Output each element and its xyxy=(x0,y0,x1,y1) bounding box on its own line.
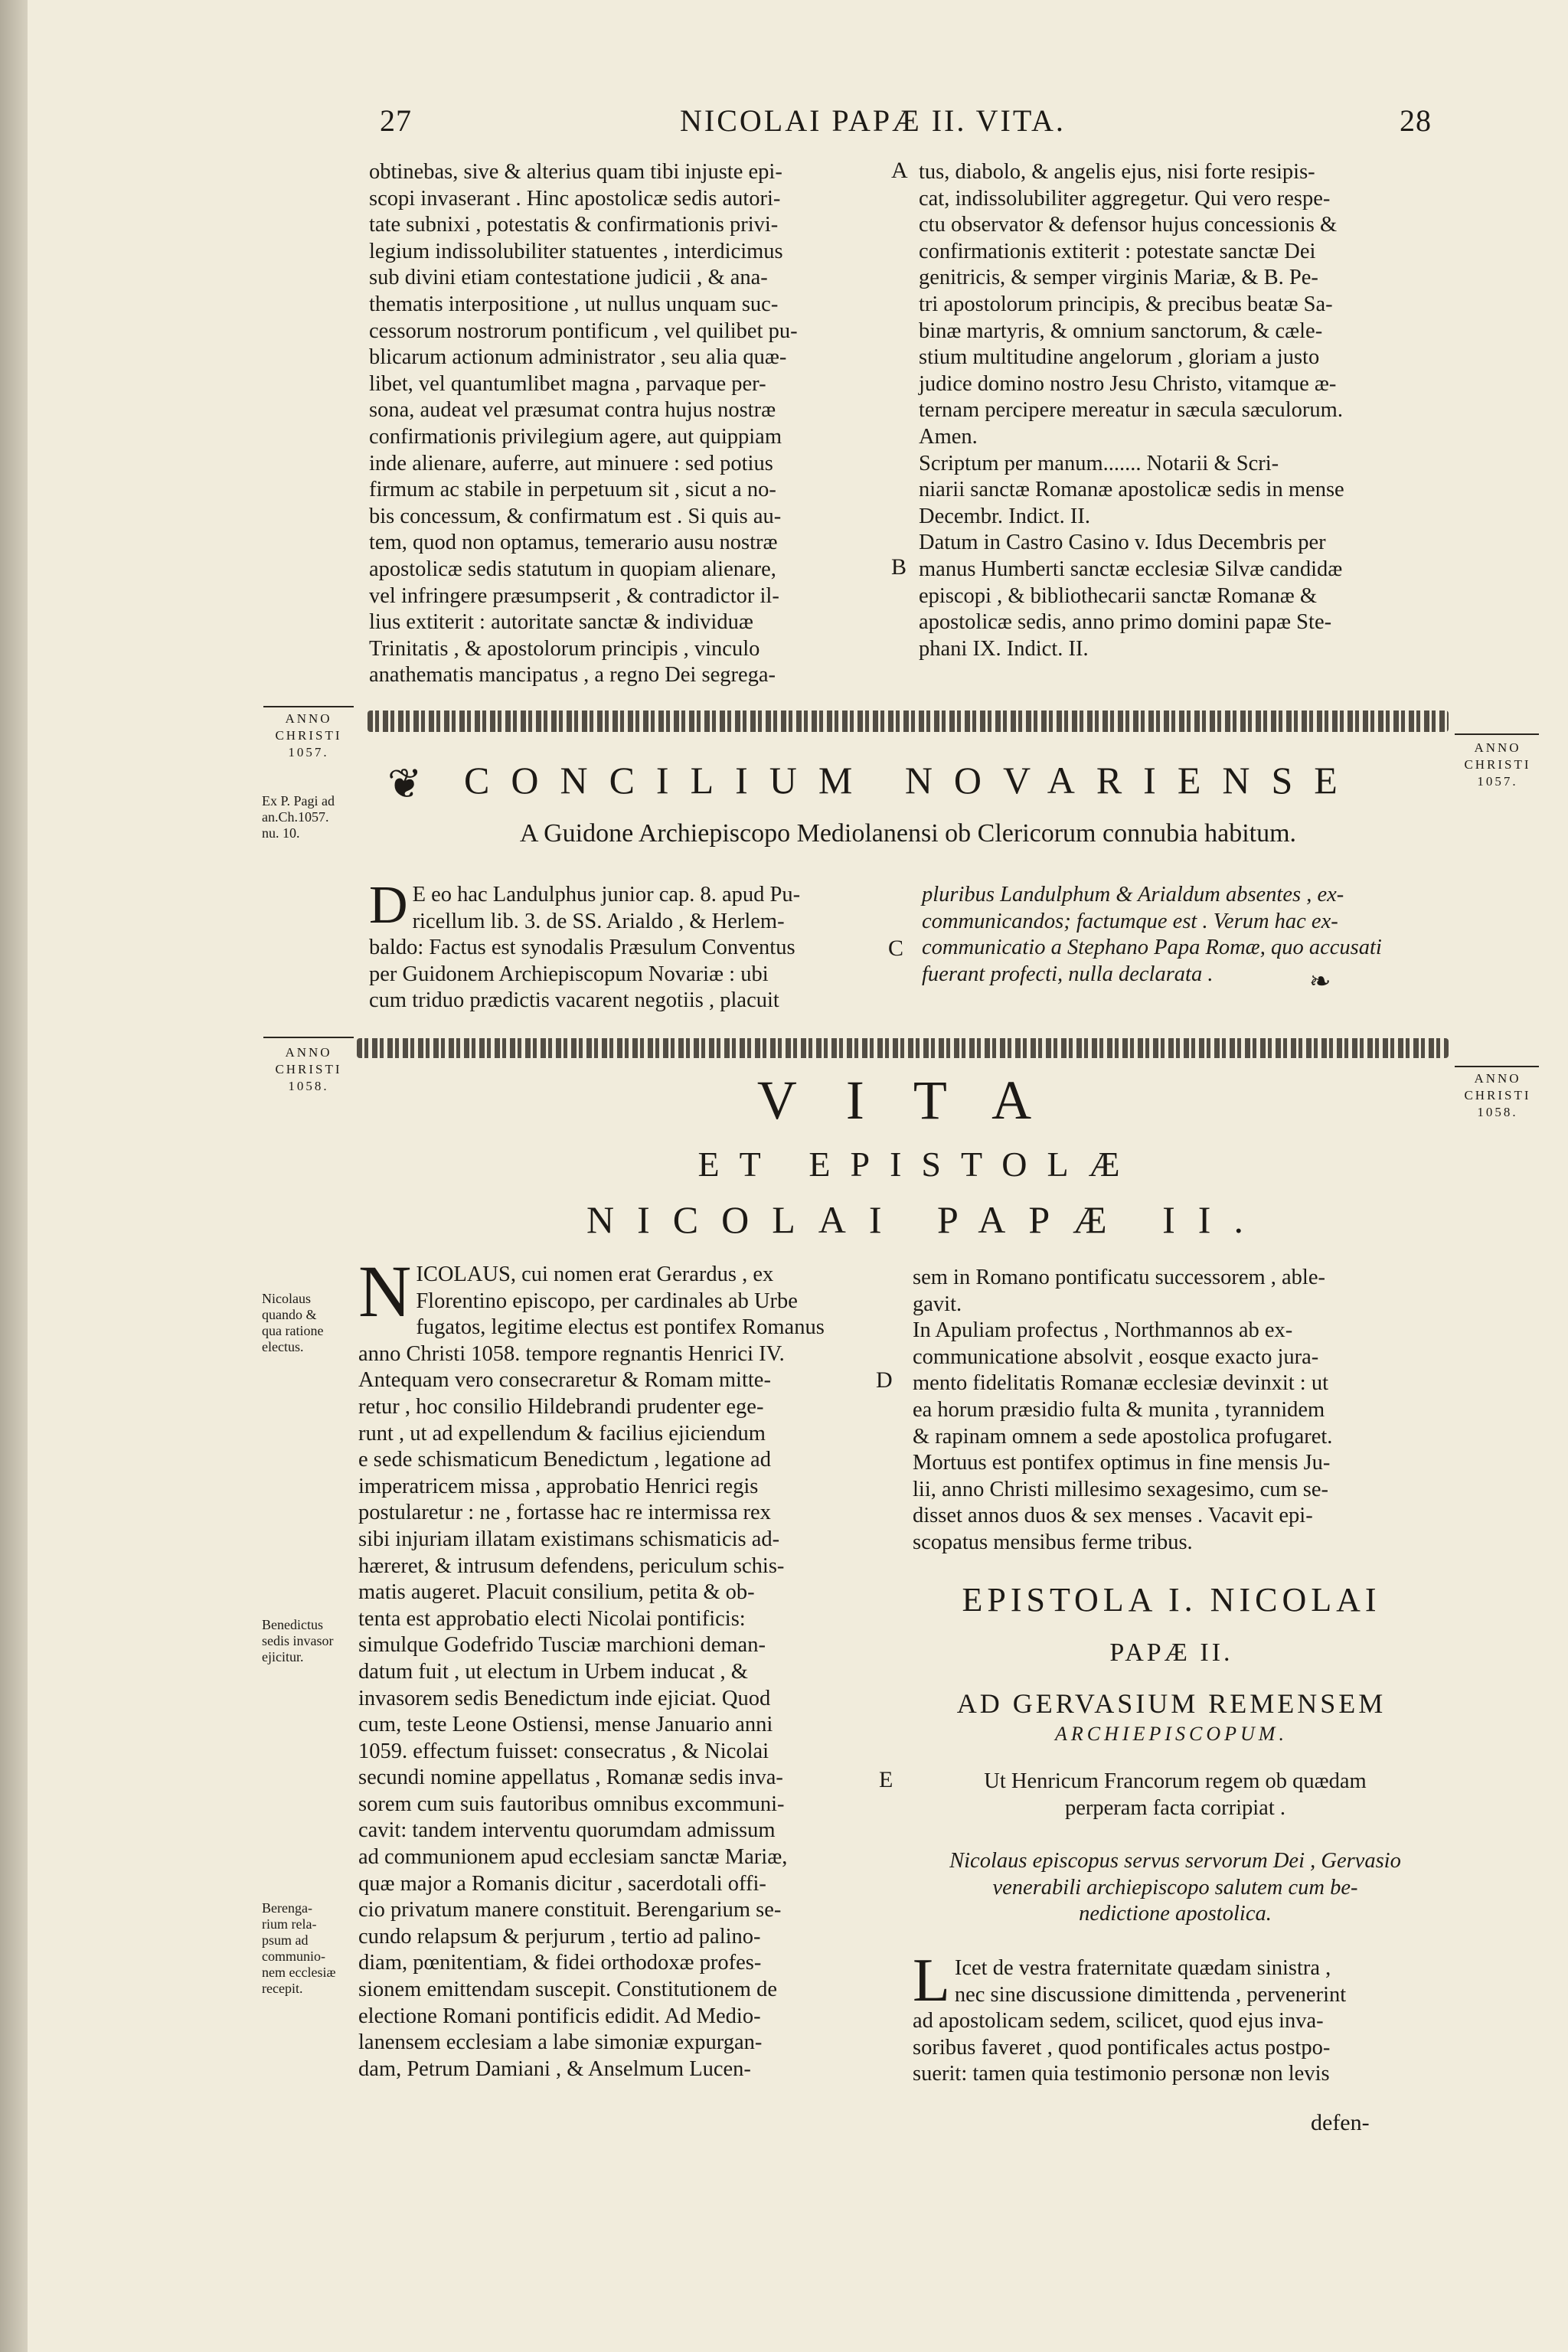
top-left-column xyxy=(369,159,890,689)
text-line: Florentino episcopo, per cardinales ab Urbe xyxy=(416,1289,798,1313)
text-line: perperam facta corripiat . xyxy=(1065,1795,1285,1820)
text-line: Amen. xyxy=(919,424,978,449)
text-line: tenta est approbatio electi Nicolai pontificis: xyxy=(358,1606,746,1631)
vita-left-column xyxy=(358,1250,876,2082)
text-line: postularetur : ne , fortasse hac re intermissa rex xyxy=(358,1501,771,1525)
text-line: pluribus Landulphum & Arialdum absentes , ex- xyxy=(922,883,1344,906)
text-line: confirmationis privilegium agere, aut quippiam xyxy=(369,424,782,449)
text-line: fugatos, legitime electus est pontifex Romanus xyxy=(416,1315,825,1340)
text-line: Icet de vestra fraternitate quædam sinistra , xyxy=(954,1956,1331,1980)
margin-marker-a: A xyxy=(891,158,908,183)
text-line: tate subnixi , potestatis & confirmationis privi- xyxy=(369,213,779,237)
year-label: 1057. xyxy=(288,745,329,760)
fleuron-end-icon: ❧ xyxy=(1309,968,1331,996)
epistola-summary xyxy=(911,1769,1439,1821)
text-line: judice domino nostro Jesu Christo, vitamque æ- xyxy=(919,371,1337,396)
text-line: Nicolaus episcopus servus servorum Dei , Gervasio xyxy=(949,1849,1401,1873)
christi-label: CHRISTI xyxy=(275,728,342,743)
anno-christi-1057-left xyxy=(260,710,357,761)
epistola-addressee: AD GERVASIUM REMENSEM xyxy=(956,1688,1387,1719)
year-label: 1058. xyxy=(288,1079,329,1093)
text-line: e sede schismaticum Benedictum , legatione ad xyxy=(358,1448,771,1472)
text-line: lanensem ecclesiam a labe simoniæ expurgan- xyxy=(358,2030,763,2055)
margin-marker-e: E xyxy=(879,1767,893,1792)
concilium-title: CONCILIUM NOVARIENSE xyxy=(464,759,1359,802)
text-line: Mortuus est pontifex optimus in fine mensis Ju- xyxy=(913,1451,1331,1475)
epistola-subtitle: PAPÆ II. xyxy=(1109,1638,1233,1667)
text-line: cum triduo prædictis vacarent negotiis , placuit xyxy=(369,988,779,1013)
text-line: sionem emittendam suscepit. Constitutionem de xyxy=(358,1978,777,2002)
text-line: manus Humberti sanctæ ecclesiæ Silvæ candidæ xyxy=(919,557,1343,581)
text-line: imperatricem missa , approbatio Henrici regis xyxy=(358,1474,759,1498)
text-line: Trinitatis , & apostolorum principis , vinculo xyxy=(369,636,760,661)
concilium-right-column xyxy=(922,882,1450,988)
sidenote-line: Nicolaus xyxy=(262,1291,311,1306)
text-line: mento fidelitatis Romanæ ecclesiæ devinxit : ut xyxy=(913,1371,1328,1396)
anno-label: ANNO xyxy=(285,711,332,726)
source-note-line: nu. 10. xyxy=(262,825,300,841)
text-line: electione Romani pontificis edidit. Ad Medio- xyxy=(358,2004,761,2028)
margin-marker-c: C xyxy=(888,936,904,961)
text-line: In Apuliam profectus , Northmannos ab ex- xyxy=(913,1318,1293,1343)
text-line: obtinebas, sive & alterius quam tibi injuste epi- xyxy=(369,160,782,184)
text-line: hæreret, & intrusum defendens, periculum schis- xyxy=(358,1553,785,1578)
epistola-addressee-title: ARCHIEPISCOPUM. xyxy=(1055,1723,1288,1745)
christi-label: CHRISTI xyxy=(1464,757,1531,772)
text-line: cat, indissolubiliter aggregetur. Qui vero respe- xyxy=(919,186,1331,211)
concilium-subtitle: A Guidone Archiepiscopo Mediolanensi ob Clericorum connubia habitum. xyxy=(519,819,1297,848)
text-line: Ut Henricum Francorum regem ob quædam xyxy=(984,1769,1367,1793)
anno-christi-1057-right xyxy=(1450,740,1545,790)
sidenote-line: quando & xyxy=(262,1307,317,1322)
anno-label: ANNO xyxy=(1474,740,1521,755)
text-line: anno Christi 1058. tempore regnantis Henrici IV. xyxy=(358,1341,785,1366)
text-line: retur , hoc consilio Hildebrandi prudenter ege- xyxy=(358,1394,764,1419)
text-line: ternam percipere mereatur in sæcula sæculorum. xyxy=(919,398,1343,423)
text-line: libet, vel quantumlibet magna , parvaque per- xyxy=(369,371,766,396)
sidenote-line: qua ratione xyxy=(262,1323,324,1338)
text-line: tem, quod non optamus, temerario ausu nostræ xyxy=(369,531,778,555)
running-title: NICOLAI PAPÆ II. VITA. xyxy=(680,103,1066,138)
text-line: lii, anno Christi millesimo sexagesimo, cum se- xyxy=(913,1477,1329,1501)
text-line: apostolicæ sedis, anno primo domini papæ Ste- xyxy=(919,610,1332,635)
top-right-column xyxy=(919,159,1447,662)
text-line: Antequam vero consecraretur & Romam mitte- xyxy=(358,1368,771,1393)
margin-marker-b: B xyxy=(891,554,907,580)
text-line: communicatione absolvit , eosque exacto jura- xyxy=(913,1344,1319,1369)
sidenote-line: psum ad xyxy=(262,1932,309,1948)
text-line: communicandos; factumque est . Verum hac ex- xyxy=(922,909,1338,933)
text-line: cundo relapsum & perjurum , tertio ad palino- xyxy=(358,1924,761,1949)
text-line: Datum in Castro Casino v. Idus Decembris per xyxy=(919,531,1326,555)
sidenote-line: ejicitur. xyxy=(262,1649,304,1664)
epistola-salutation xyxy=(911,1848,1439,1928)
text-line: nedictione apostolica. xyxy=(1079,1902,1272,1926)
text-line: tus, diabolo, & angelis ejus, nisi forte resipis- xyxy=(919,160,1315,184)
text-line: sona, audeat vel præsumat contra hujus nostræ xyxy=(369,398,776,423)
christi-label: CHRISTI xyxy=(1464,1088,1531,1102)
book-gutter xyxy=(0,0,28,2352)
text-line: 1059. effectum fuisset: consecratus , & Nicolai xyxy=(358,1739,769,1763)
text-line: nec sine discussione dimittenda , pervenerint xyxy=(954,1982,1347,2007)
sidenote-benedictus xyxy=(262,1617,361,1665)
vita-subtitle: ET EPISTOLÆ xyxy=(697,1145,1140,1184)
christi-label: CHRISTI xyxy=(275,1062,342,1076)
text-line: vel infringere præsumpserit , & contradictor il- xyxy=(369,583,779,608)
text-line: E eo hac Landulphus junior cap. 8. apud Pu- xyxy=(412,883,801,906)
sidenote-line: Berenga- xyxy=(262,1900,312,1916)
text-line: ricellum lib. 3. de SS. Arialdo , & Herlem- xyxy=(412,909,785,933)
epistola-title: EPISTOLA I. NICOLAI xyxy=(962,1581,1381,1619)
sidenote-line: rium rela- xyxy=(262,1916,317,1932)
left-page-number: 27 xyxy=(380,103,412,138)
text-line: dam, Petrum Damiani , & Anselmum Lucen- xyxy=(358,2056,751,2081)
sidenote-line: recepit. xyxy=(262,1981,303,1996)
text-line: venerabili archiepiscopo salutem cum be- xyxy=(992,1875,1358,1900)
concilium-left-column xyxy=(369,876,890,1014)
text-line: cum, teste Leone Ostiensi, mense Januario anni xyxy=(358,1713,773,1737)
anno-christi-1058-right xyxy=(1450,1070,1545,1121)
anno-rule-left-1 xyxy=(263,706,354,707)
text-line: tri apostolorum principis, & precibus beatæ Sa- xyxy=(919,292,1333,316)
drop-cap-d: D xyxy=(369,876,408,935)
text-line: blicarum actionum administrator , seu alia quæ- xyxy=(369,345,787,370)
text-line: confirmationis extiterit : potestate sanctæ Dei xyxy=(919,239,1316,263)
sidenote-election xyxy=(262,1291,361,1355)
sidenote-berengarius xyxy=(262,1900,361,1997)
text-line: fuerant profecti, nulla declarata . xyxy=(922,962,1214,986)
text-line: invasorem sedis Benedictum inde ejiciat. Quod xyxy=(358,1686,771,1710)
text-line: phani IX. Indict. II. xyxy=(919,636,1089,661)
text-line: runt , ut ad expellendum & facilius ejiciendum xyxy=(358,1421,766,1446)
text-line: binæ martyris, & omnium sanctorum, & cæle- xyxy=(919,318,1323,343)
text-line: quæ major a Romanis dicitur , sacerdotali offi- xyxy=(358,1871,766,1896)
text-line: episcopi , & bibliothecarii sanctæ Romanæ & xyxy=(919,583,1318,608)
text-line: anathematis mancipatus , a regno Dei segrega- xyxy=(369,663,776,688)
drop-cap-n: N xyxy=(358,1250,412,1332)
vita-title: VITA xyxy=(756,1070,1081,1131)
text-line: Decembr. Indict. II. xyxy=(919,504,1090,528)
anno-rule-left-2 xyxy=(263,1037,354,1038)
text-line: legium indissolubiliter statuentes , interdicimus xyxy=(369,239,783,263)
text-line: lius extiterit : autoritate sanctæ & individuæ xyxy=(369,610,753,635)
text-line: matis augeret. Placuit consilium, petita & ob- xyxy=(358,1580,755,1605)
text-line: simulque Godefrido Tusciæ marchioni deman- xyxy=(358,1633,766,1658)
text-line: suerit: tamen quia testimonio personæ non levis xyxy=(913,2062,1330,2086)
sidenote-line: electus. xyxy=(262,1339,304,1354)
text-line: & rapinam omnem a sede apostolica profugaret. xyxy=(913,1424,1333,1449)
text-line: Scriptum per manum....... Notarii & Scri- xyxy=(919,451,1279,475)
source-note-line: an.Ch.1057. xyxy=(262,809,329,825)
text-line: thematis interpositione , ut nullus unquam suc- xyxy=(369,292,779,316)
text-line: secundi nomine appellatus , Romanæ sedis inva- xyxy=(358,1766,783,1790)
drop-cap-l: L xyxy=(913,1947,950,2014)
text-line: ICOLAUS, cui nomen erat Gerardus , ex xyxy=(416,1263,774,1286)
anno-rule-right-2 xyxy=(1455,1066,1539,1067)
text-line: sibi injuriam illatam existimans schismaticis ad- xyxy=(358,1527,780,1551)
anno-rule-right-1 xyxy=(1455,733,1539,735)
sidenote-line: Benedictus xyxy=(262,1617,323,1632)
text-line: gavit. xyxy=(913,1292,962,1316)
sidenote-line: sedis invasor xyxy=(262,1633,334,1648)
text-line: baldo: Factus est synodalis Præsulum Conventus xyxy=(369,936,795,960)
text-line: niarii sanctæ Romanæ apostolicæ sedis in mense xyxy=(919,478,1344,502)
anno-label: ANNO xyxy=(1474,1071,1521,1086)
text-line: datum fuit , ut electum in Urbem inducat , & xyxy=(358,1659,748,1684)
text-line: soribus faveret , quod pontificales actus postpo- xyxy=(913,2035,1331,2060)
text-line: ad communionem apud ecclesiam sanctæ Mariæ, xyxy=(358,1845,788,1870)
sidenote-line: communio- xyxy=(262,1949,325,1964)
text-line: stium multitudine angelorum , gloriam a justo xyxy=(919,345,1320,370)
text-line: apostolicæ sedis statutum in quopiam alienare, xyxy=(369,557,776,581)
text-line: scopi invaserant . Hinc apostolicæ sedis autori- xyxy=(369,186,781,211)
text-line: bis concessum, & confirmatum est . Si quis au- xyxy=(369,504,782,528)
text-line: firmum ac stabile in perpetuum sit , sicut a no- xyxy=(369,478,776,502)
fleuron-icon: ❦ xyxy=(387,761,423,807)
vita-subtitle-2: NICOLAI PAPÆ II. xyxy=(586,1198,1266,1241)
text-line: cessorum nostrorum pontificum , vel quilibet pu- xyxy=(369,318,798,343)
text-line: communicatio a Stephano Papa Romæ, quo accusati xyxy=(922,936,1382,960)
text-line: disset annos duos & sex menses . Vacavit epi- xyxy=(913,1504,1313,1528)
text-line: ea horum præsidio fulta & munita , tyrannidem xyxy=(913,1397,1325,1422)
margin-marker-d: D xyxy=(876,1367,893,1393)
source-note-line: Ex P. Pagi ad xyxy=(262,793,335,808)
text-line: genitricis, & semper virginis Mariæ, & B. Pe- xyxy=(919,266,1318,290)
text-line: cio privatum manere constituit. Berengarium se- xyxy=(358,1898,782,1922)
anno-christi-1058-left xyxy=(260,1044,357,1095)
catchword: defen- xyxy=(1311,2110,1370,2135)
text-line: ctu observator & defensor hujus concessionis & xyxy=(919,213,1338,237)
vita-right-column xyxy=(913,1265,1438,1557)
text-line: inde alienare, auferre, aut minuere : sed potius xyxy=(369,451,773,475)
ornamental-band-1 xyxy=(368,710,1449,732)
text-line: sorem cum suis fautoribus omnibus excommuni- xyxy=(358,1792,785,1816)
text-line: per Guidonem Archiepiscopum Novariæ : ubi xyxy=(369,962,769,986)
right-page-number: 28 xyxy=(1400,103,1432,138)
text-line: sub divini etiam contestatione judicii , & ana- xyxy=(369,266,768,290)
year-label: 1057. xyxy=(1477,774,1518,789)
epistola-text xyxy=(913,1947,1438,2088)
text-line: ad apostolicam sedem, scilicet, quod ejus inva- xyxy=(913,2009,1324,2034)
anno-label: ANNO xyxy=(285,1045,332,1060)
text-line: sem in Romano pontificatu successorem , able- xyxy=(913,1266,1325,1289)
ornamental-band-2 xyxy=(357,1038,1449,1058)
sidenote-line: nem ecclesiæ xyxy=(262,1965,336,1980)
text-line: scopatus mensibus ferme tribus. xyxy=(913,1530,1193,1554)
text-line: cavit: tandem interventu quorumdam admissum xyxy=(358,1818,776,1843)
year-label: 1058. xyxy=(1477,1105,1518,1119)
source-note xyxy=(262,793,361,841)
text-line: diam, pœnitentiam, & fidei orthodoxæ profes- xyxy=(358,1951,762,1975)
